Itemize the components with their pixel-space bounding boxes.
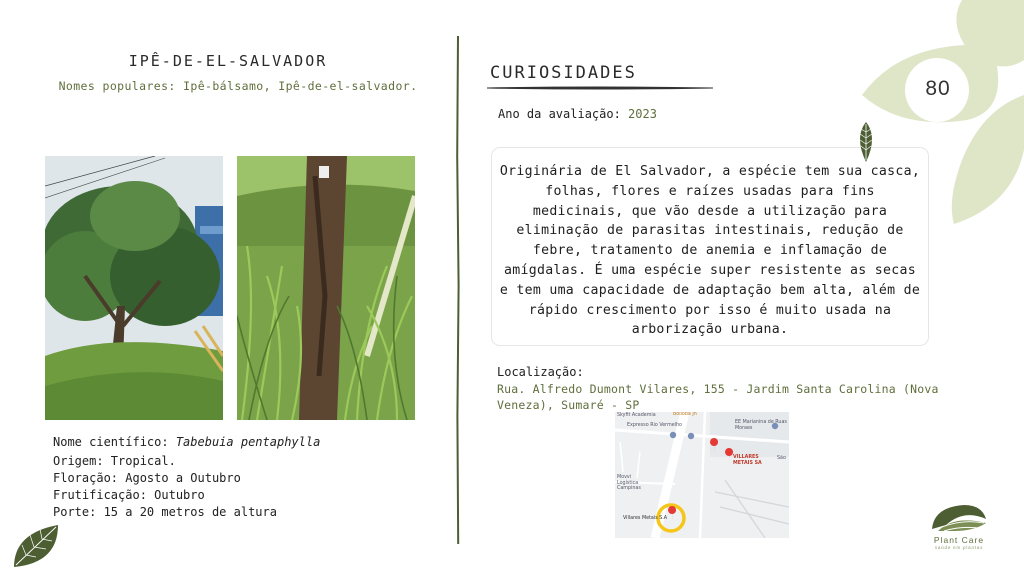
origin: Origem: Tropical. (53, 454, 176, 468)
map-label-bolloba: Bolloba Jn (673, 412, 697, 417)
curiosity-text: Originária de El Salvador, a espécie tem sua casca, folhas, flores e raízes usadas para fins medicinais, que vão desde a utilização para eliminação de parasitas intestinais, redução de febre, tratamento de anemia e inflamação de amígdalas. É uma espécie super resistente as secas e tem uma capacidade de adaptação bem alta, além de rápido crescimento por isso é muito usada na arborização urbana. (499, 164, 921, 338)
map-label-school: EE Marianina de Ruas Moraes (735, 420, 787, 431)
map-label-expresso: Expresso Rio Vermelho (627, 423, 682, 428)
trunk-photo (237, 156, 415, 420)
page-number: 80 (925, 77, 951, 100)
scientific-name: Nome científico: Tabebuia pentaphylla (53, 435, 321, 449)
leaf-icon (856, 122, 876, 162)
leaf-icon-bottom-left (12, 523, 60, 569)
map-label-villares: VILLARES METAIS SA (733, 455, 762, 466)
leaf-decoration-top-right (862, 0, 1024, 224)
popular-names: Nomes populares: Ipê-bálsamo, Ipê-de-el-salvador. (58, 79, 418, 93)
tree-size: Porte: 15 a 20 metros de altura (53, 505, 277, 519)
brand-name: Plant Care (933, 535, 985, 545)
section-title: CURIOSIDADES (490, 63, 637, 83)
brand-tagline: saúde em plantas (934, 545, 984, 550)
fruiting: Frutificação: Outubro (53, 488, 205, 502)
map-label-villares-main: Villares Metais S.A (623, 516, 668, 521)
location-address: Rua. Alfredo Dumont Vilares, 155 - Jardim Santa Carolina (Nova Veneza), Sumaré - SP (497, 382, 939, 412)
flowering: Floração: Agosto a Outubro (53, 471, 241, 485)
species-title: IPÊ-DE-EL-SALVADOR (128, 52, 328, 70)
map-label-sao: São (777, 456, 786, 461)
map-label-academia: Skyfit Academia (617, 413, 656, 418)
location-map[interactable] (615, 412, 789, 538)
tree-photo (45, 156, 223, 420)
species-facts (53, 434, 433, 521)
location-label: Localização: (497, 365, 584, 379)
map-label-movvi: Movvi Logística Campinas (617, 475, 641, 491)
title-underline (487, 85, 713, 91)
column-divider (453, 36, 463, 544)
evaluation-year: Ano da avaliação: 2023 (498, 107, 657, 121)
